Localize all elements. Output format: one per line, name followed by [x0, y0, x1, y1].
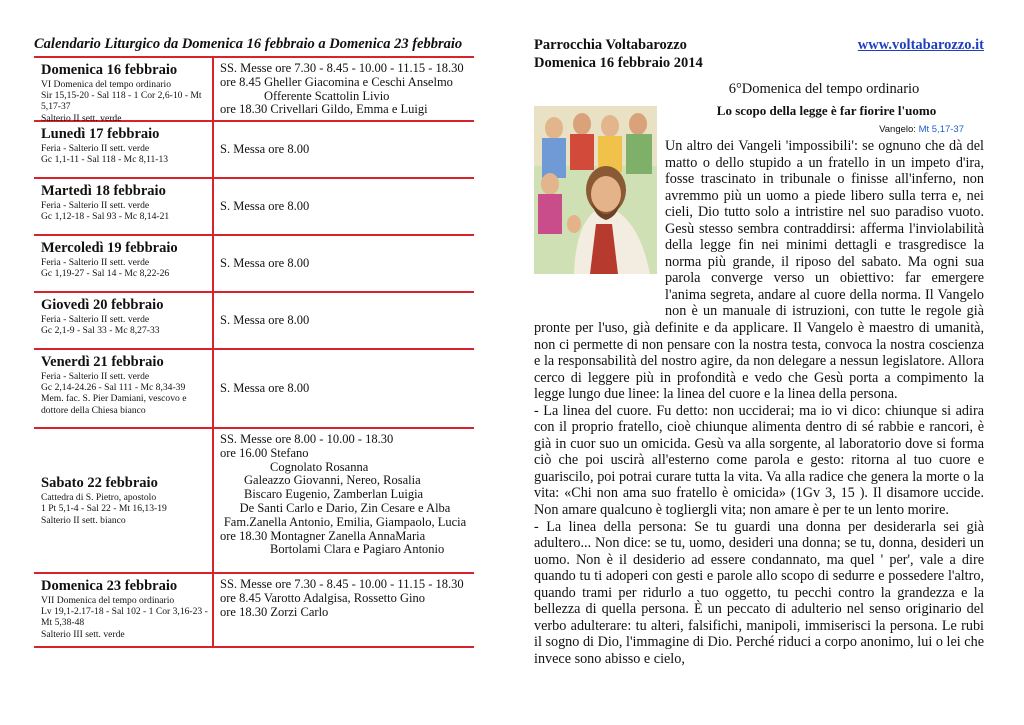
day-name: Mercoledì 19 febbraio: [41, 240, 178, 256]
sunday-title: 6°Domenica del tempo ordinario: [728, 81, 920, 97]
readings-line: Gc 2,14-24.26 - Sal 111 - Mc 8,34-39: [41, 382, 186, 394]
intention: ore 18.30 Crivellari Gildo, Emma e Luigi: [220, 102, 428, 117]
liturgy-line: VII Domenica del tempo ordinario: [41, 595, 175, 606]
day-name: Giovedì 20 febbraio: [41, 297, 164, 313]
psalter-line: Salterio II sett. bianco: [41, 514, 126, 526]
day-cell: [34, 574, 212, 646]
intention: ore 18.30 Zorzi Carlo: [220, 604, 329, 619]
day-liturgy: [41, 492, 208, 526]
day-cell: [34, 58, 212, 124]
mass-times: S. Messa ore 8.00: [220, 255, 310, 270]
calendar-row: [34, 179, 474, 236]
services-cell: [212, 122, 474, 177]
services-cell: [212, 236, 474, 291]
day-cell: [34, 122, 212, 177]
parish-name: Parrocchia Voltabarozzo: [534, 37, 687, 53]
day-liturgy: [41, 257, 208, 279]
day-name: Martedì 18 febbraio: [41, 183, 166, 199]
readings-line: Gc 1,12-18 - Sal 93 - Mc 8,14-21: [41, 211, 170, 223]
mass-times: S. Messa ore 8.00: [220, 312, 310, 327]
mass-times: S. Messa ore 8.00: [220, 141, 310, 156]
readings-line: Gc 2,1-9 - Sal 33 - Mc 8,27-33: [41, 325, 160, 337]
liturgy-line: Feria - Salterio II sett. verde: [41, 314, 150, 325]
psalter-line: Salterio II sett. verde: [41, 112, 122, 124]
day-name: Lunedì 17 febbraio: [41, 126, 160, 142]
readings-line: Gc 1,1-11 - Sal 118 - Mc 8,11-13: [41, 154, 169, 166]
readings-line: 1 Pt 5,1-4 - Sal 22 - Mt 16,13-19: [41, 503, 167, 515]
day-cell: [34, 236, 212, 291]
mass-times: S. Messa ore 8.00: [220, 198, 310, 213]
bulletin-date: Domenica 16 febbraio 2014: [534, 55, 703, 71]
services-cell: [212, 179, 474, 234]
day-liturgy: [41, 200, 208, 222]
intention: Cognolato Rosanna: [270, 459, 369, 474]
calendar-row: [34, 350, 474, 429]
intention: Fam.Zanella Antonio, Emilia, Giampaolo, Lucia: [223, 514, 467, 529]
liturgy-line: Feria - Salterio II sett. verde: [41, 143, 150, 154]
liturgy-line: Feria - Salterio II sett. verde: [41, 257, 150, 268]
day-liturgy: [41, 79, 208, 124]
day-liturgy: [41, 314, 208, 336]
calendar-row: [34, 429, 474, 574]
liturgy-line: Feria - Salterio II sett. verde: [41, 200, 150, 211]
day-liturgy: [41, 371, 208, 416]
intention: ore 16.00 Stefano: [220, 445, 309, 460]
calendar-row: [34, 236, 474, 293]
day-cell: [34, 179, 212, 234]
day-cell: [34, 350, 212, 427]
bulletin-header: [534, 36, 984, 54]
liturgy-line: Cattedra di S. Pietro, apostolo: [41, 492, 157, 504]
calendar-title: Calendario Liturgico da Domenica 16 febbraio a Domenica 23 febbraio: [34, 36, 474, 58]
gospel-title: Lo scopo della legge è far fiorire l'uomo: [716, 103, 937, 118]
readings-line: Lv 19,1-2.17-18 - Sal 102 - 1 Cor 3,16-23 - Mt 5,38-48: [41, 606, 208, 629]
day-name: Sabato 22 febbraio: [41, 475, 158, 492]
gospel-ref-label: Vangelo:: [879, 124, 919, 135]
intention: De Santi Carlo e Dario, Zin Cesare e Alba: [239, 500, 451, 515]
services-cell: [212, 58, 474, 120]
mass-times: S. Messa ore 8.00: [220, 380, 310, 395]
day-name: Venerdì 21 febbraio: [41, 354, 164, 370]
calendar-row: [34, 574, 474, 648]
services-cell: [212, 293, 474, 348]
article-paragraph: Un altro dei Vangeli 'impossibili': se ognuno che dà del matto o dello stupido a un fratello in un impeto d'ira, fosse trascinato in tribunale o finisse all'inferno, non avremmo più un uomo a piede libero sulla terra e, nei cieli, Dio tutto solo a intristire nel suo paradiso vuoto. Gesù stesso sembra contraddirsi: afferma l'inviolabilità della legge fin nei minimi dettagli e trasgredisce la norma più grande, il riposo del sabato. Ma ogni sua parola converge verso un obiettivo: far emergere l'anima segreta, andare al cuore della norma. Il Vangelo non è un manuale di istruzioni, con tutte le regole già pronte per l'uso, già definite e da applicare. Il Vangelo è maestro di umanità, non ci permette di non pensare con la nostra testa, convoca la nostra coscienza e la responsabilità del nostro agire, da non delegare a nessun legislatore. Allora cerco di leggere più in profondità e vedo che Gesù porta a compimento la legge lungo due linee: la linea del cuore e la linea della persona.: [534, 138, 984, 403]
intention: ore 8.45 Gheller Giacomina e Ceschi Anselmo: [220, 74, 453, 89]
readings-line: Gc 1,19-27 - Sal 14 - Mc 8,22-26: [41, 268, 170, 280]
memorial-line: Mem. fac. S. Pier Damiani, vescovo e dottore della Chiesa bianco: [41, 393, 187, 416]
website-link[interactable]: www.voltabarozzo.it: [857, 37, 984, 53]
readings-line: Sir 15,15-20 - Sal 118 - 1 Cor 2,6-10 - Mt 5,17-37: [41, 90, 202, 113]
illustration-icon: [534, 106, 657, 274]
article-paragraph: - La linea della persona: Se tu guardi una donna per desiderarla sei già adultero... Non dice: se tu, uomo, desideri una donna; se tu, donna, desideri un uomo. Non è il desiderio ad essere condannato, ma quel ' per', vale a dire quando tu ti adoperi con gesti e parole allo scopo di sedurre e possedere l'altro, quando trami per ridurlo a tuo oggetto, tu pecchi contro la grandezza e la bellezza di quella persona. È un peccato di adulterio nel senso originario del verbo adulterare: tu alteri, falsifichi, manipoli, immiserisci la persona. Le rubi il sogno di Dio, l'immagine di Dio. Perché riduci a corpo anonimo, lui o lei che invece sono abisso e cielo,: [534, 518, 984, 667]
day-liturgy: [41, 143, 208, 165]
calendar-row: [34, 122, 474, 179]
services-cell: [212, 350, 474, 427]
psalter-line: Salterio III sett. verde: [41, 628, 125, 640]
intention: Bortolami Clara e Pagiaro Antonio: [270, 542, 445, 557]
services-cell: [212, 429, 474, 572]
day-name: Domenica 23 febbraio: [41, 578, 178, 594]
bulletin-article: [534, 36, 984, 668]
mass-times: SS. Messe ore 7.30 - 8.45 - 10.00 - 11.15 - 18.30: [220, 61, 464, 75]
intention: ore 8.45 Varotto Adalgisa, Rossetto Gino: [220, 590, 425, 605]
services-cell: [212, 574, 474, 646]
calendar-row: [34, 293, 474, 350]
intention: Galeazzo Giovanni, Nereo, Rosalia: [244, 473, 421, 488]
mass-times: SS. Messe ore 8.00 - 10.00 - 18.30: [220, 432, 394, 446]
mass-times: SS. Messe ore 7.30 - 8.45 - 10.00 - 11.15 - 18.30: [220, 577, 464, 591]
article-paragraph: - La linea del cuore. Fu detto: non ucciderai; ma io vi dico: chiunque si adira con il proprio fratello, cioè chiunque alimenta dentro di sé rabbie e rancori, è già in cuor suo un omicida. Gesù va alla sorgente, al laboratorio dove si forma ciò che poi uscirà all'esterno come parola e gesto: ritorna al tuo cuore e guariscilo, poi potrai curare tutta la vita. Va alla radice che genera la morte o la vita: «Chi non ama suo fratello è omicida» (1Gv 3, 15 ). Il disamore uccide. Non amare qualcuno è togliergli vita; non amare è per te un lento morire.: [534, 402, 984, 519]
intention: ore 18.30 Montagner Zanella AnnaMaria: [220, 528, 426, 543]
intention: Biscaro Eugenio, Zamberlan Luigia: [244, 487, 424, 502]
day-liturgy: [41, 595, 208, 640]
jesus-disciples-illustration: [534, 106, 657, 274]
liturgy-line: Feria - Salterio II sett. verde: [41, 371, 150, 382]
day-cell: [34, 293, 212, 348]
gospel-ref-link[interactable]: Mt 5,17-37: [918, 124, 964, 135]
liturgy-line: VI Domenica del tempo ordinario: [41, 79, 172, 90]
day-name: Domenica 16 febbraio: [41, 62, 178, 78]
calendar-row: [34, 58, 474, 122]
intention: Offerente Scattolin Livio: [264, 88, 390, 103]
liturgical-calendar: [34, 36, 474, 648]
day-cell: [34, 429, 212, 572]
